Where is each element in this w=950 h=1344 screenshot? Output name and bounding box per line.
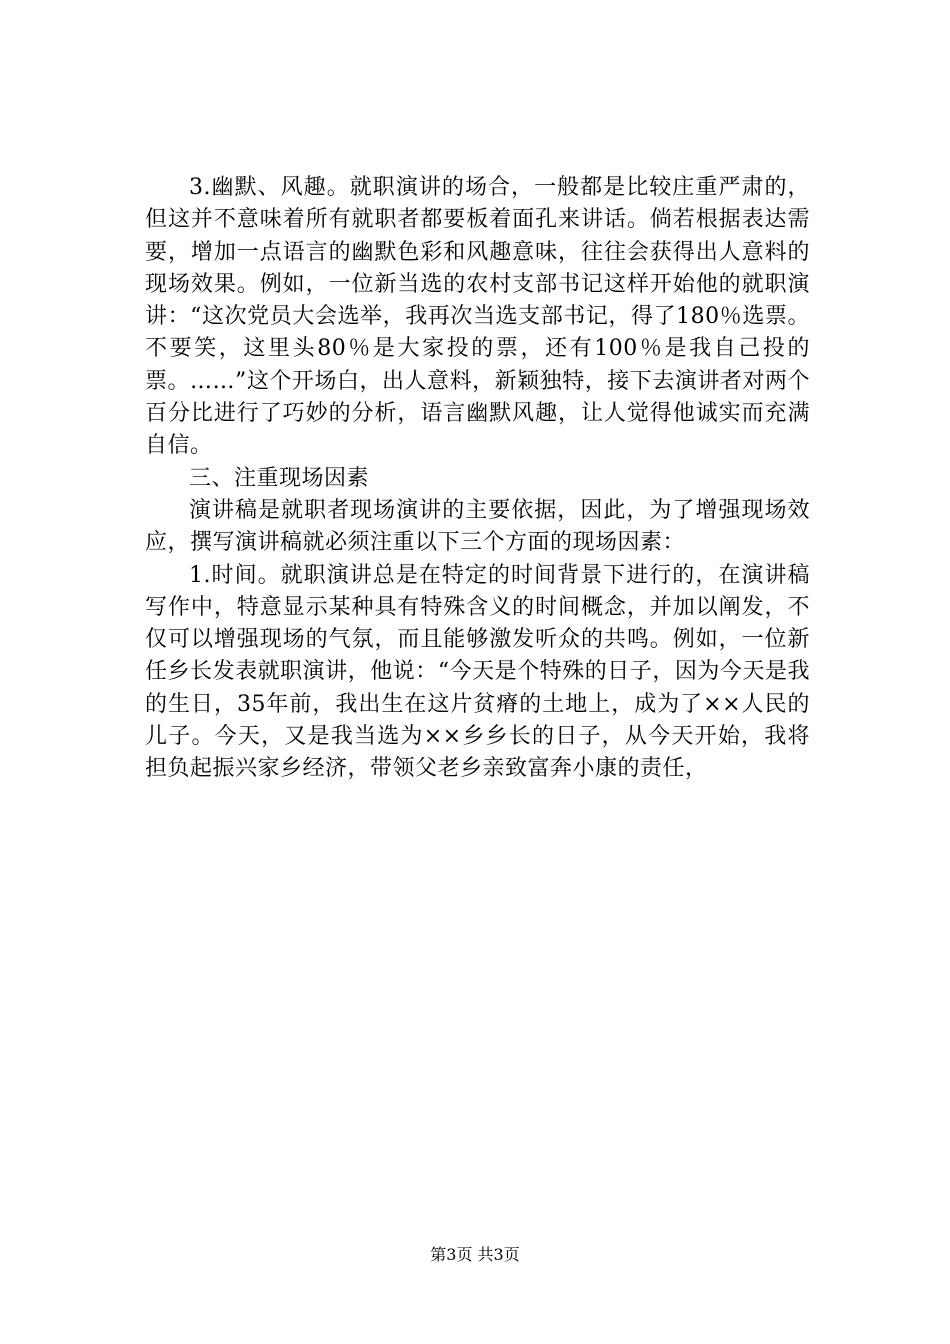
section-heading: 三、注重现场因素 bbox=[189, 465, 370, 491]
paragraph-time: 1.时间。就职演讲总是在特定的时间背景下进行的，在演讲稿写作中，特意显示某种具有特殊含义的时间概念，并加以阐发，不仅可以增强现场的气氛，而且能够激发听众的共鸣。例如，一位新任乡长发表就职演讲，他说：“今天是个特殊的日子，因为今天是我的生日，35年前，我出生在这片贫瘠的土地上，成为了××人民的儿子。今天，又是我当选为××乡乡长的日子，从今天开始，我将担负起振兴家乡经济，带领父老乡亲致富奔小康的责任， bbox=[145, 562, 810, 782]
paragraph-intro: 演讲稿是就职者现场演讲的主要依据，因此，为了增强现场效应，撰写演讲稿就必须注重以下三个方面的现场因素： bbox=[145, 497, 810, 556]
page-footer bbox=[0, 1244, 950, 1266]
page-number: 第3页 共3页 bbox=[430, 1245, 520, 1264]
paragraph-humor: 3.幽默、风趣。就职演讲的场合，一般都是比较庄重严肃的，但这并不意味着所有就职者都要板着面孔来讲话。倘若根据表达需要，增加一点语言的幽默色彩和风趣意味，往往会获得出人意料的现场效果。例如，一位新当选的农村支部书记这样开始他的就职演讲：“这次党员大会选举，我再次当选支部书记，得了180％选票。不要笑，这里头80％是大家投的票，还有100％是我自己投的票。……”这个开场白，出人意料，新颖独特，接下去演讲者对两个百分比进行了巧妙的分析，语言幽默风趣，让人觉得他诚实而充满自信。 bbox=[145, 175, 810, 459]
document-body bbox=[145, 172, 810, 786]
